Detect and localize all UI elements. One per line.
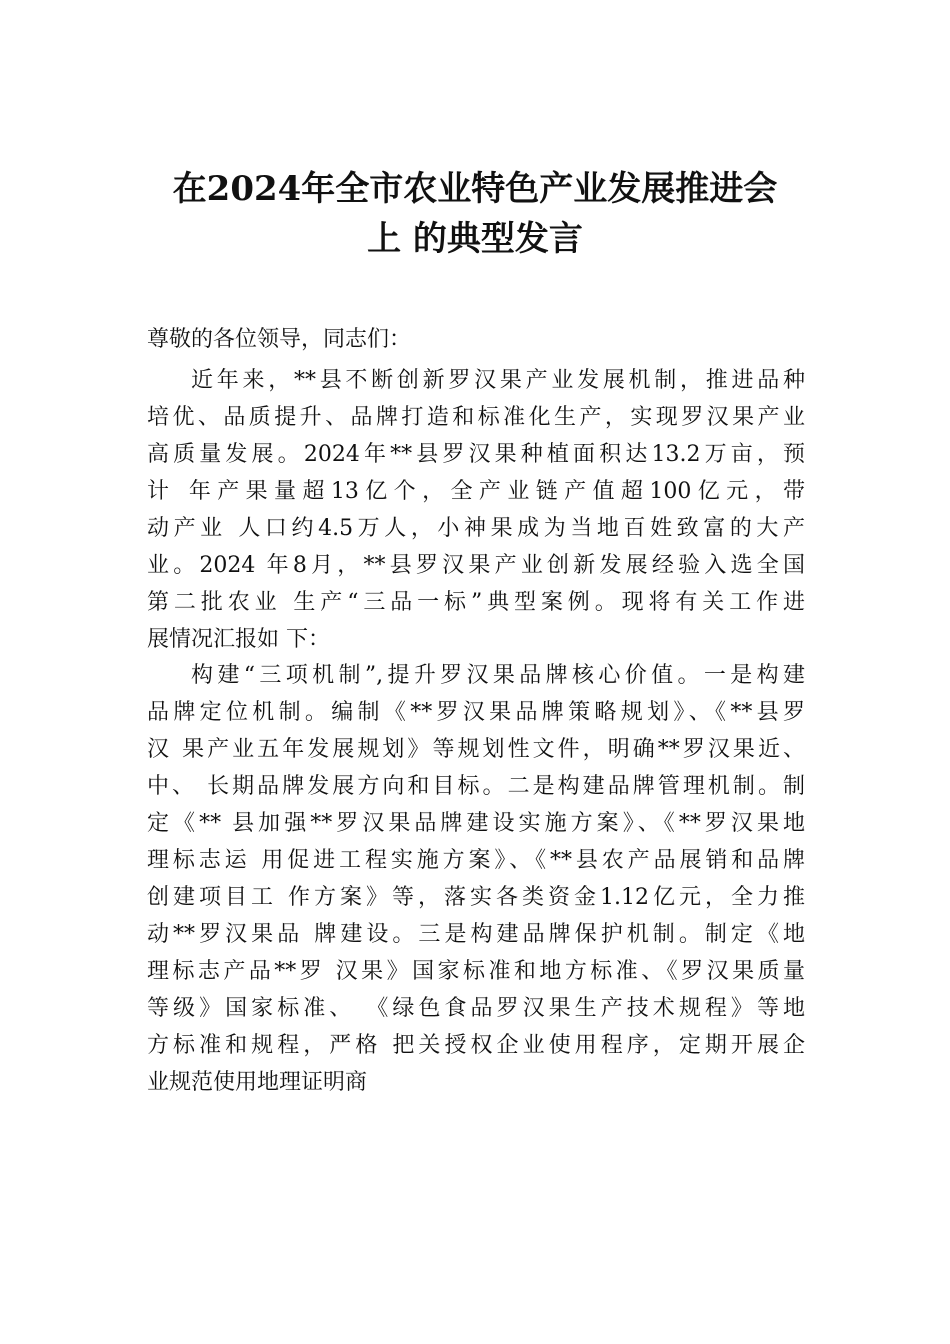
paragraph-line: 培优、品质提升、品牌打造和标准化生产，实现罗汉果产业: [147, 405, 805, 430]
paragraph-line: 业规范使用地理证明商: [147, 1070, 368, 1095]
paragraph-line: 中、 长期品牌发展方向和目标。二是构建品牌管理机制。制: [147, 774, 805, 799]
paragraph-line: 业。2024 年8月，**县罗汉果产业创新发展经验入选全国: [147, 553, 805, 578]
paragraph-line: 定《** 县加强**罗汉果品牌建设实施方案》、《**罗汉果地: [147, 811, 805, 836]
paragraph-line: 动**罗汉果品 牌建设。三是构建品牌保护机制。制定《地: [147, 922, 805, 947]
paragraph-line: 动产业 人口约4.5万人，小神果成为当地百姓致富的大产: [147, 516, 805, 541]
document-title-line-1: 在2024年全市农业特色产业发展推进会: [172, 169, 778, 209]
paragraph-line: 展情况汇报如 下：: [147, 627, 330, 652]
paragraph-line: 理标志产品**罗 汉果》国家标准和地方标准、《罗汉果质量: [147, 959, 805, 984]
document-title-line-2: 上 的典型发言: [367, 219, 583, 259]
paragraph-2: [147, 657, 805, 1101]
paragraph-line: 构建“三项机制”,提升罗汉果品牌核心价值。一是构建: [191, 663, 805, 688]
paragraph-1: [147, 362, 805, 658]
paragraph-line: 汉 果产业五年发展规划》等规划性文件，明确**罗汉果近、: [147, 737, 805, 762]
paragraph-line: 第二批农业 生产“三品一标”典型案例。现将有关工作进: [147, 590, 805, 615]
paragraph-line: 方标准和规程，严格 把关授权企业使用程序，定期开展企: [147, 1033, 805, 1058]
paragraph-line: 等级》国家标准、 《绿色食品罗汉果生产技术规程》等地: [147, 996, 805, 1021]
paragraph-line: 计 年产果量超13亿个，全产业链产值超100亿元，带: [147, 479, 805, 504]
paragraph-line: 近年来，**县不断创新罗汉果产业发展机制，推进品种: [191, 368, 805, 393]
salutation: 尊敬的各位领导，同志们：: [147, 327, 412, 352]
paragraph-line: 创建项目工 作方案》等，落实各类资金1.12亿元，全力推: [147, 885, 805, 910]
paragraph-line: 品牌定位机制。编制《**罗汉果品牌策略规划》、《**县罗: [147, 700, 805, 725]
paragraph-line: 高质量发展。2024年**县罗汉果种植面积达13.2万亩，预: [147, 442, 805, 467]
paragraph-line: 理标志运 用促进工程实施方案》、《**县农产品展销和品牌: [147, 848, 805, 873]
